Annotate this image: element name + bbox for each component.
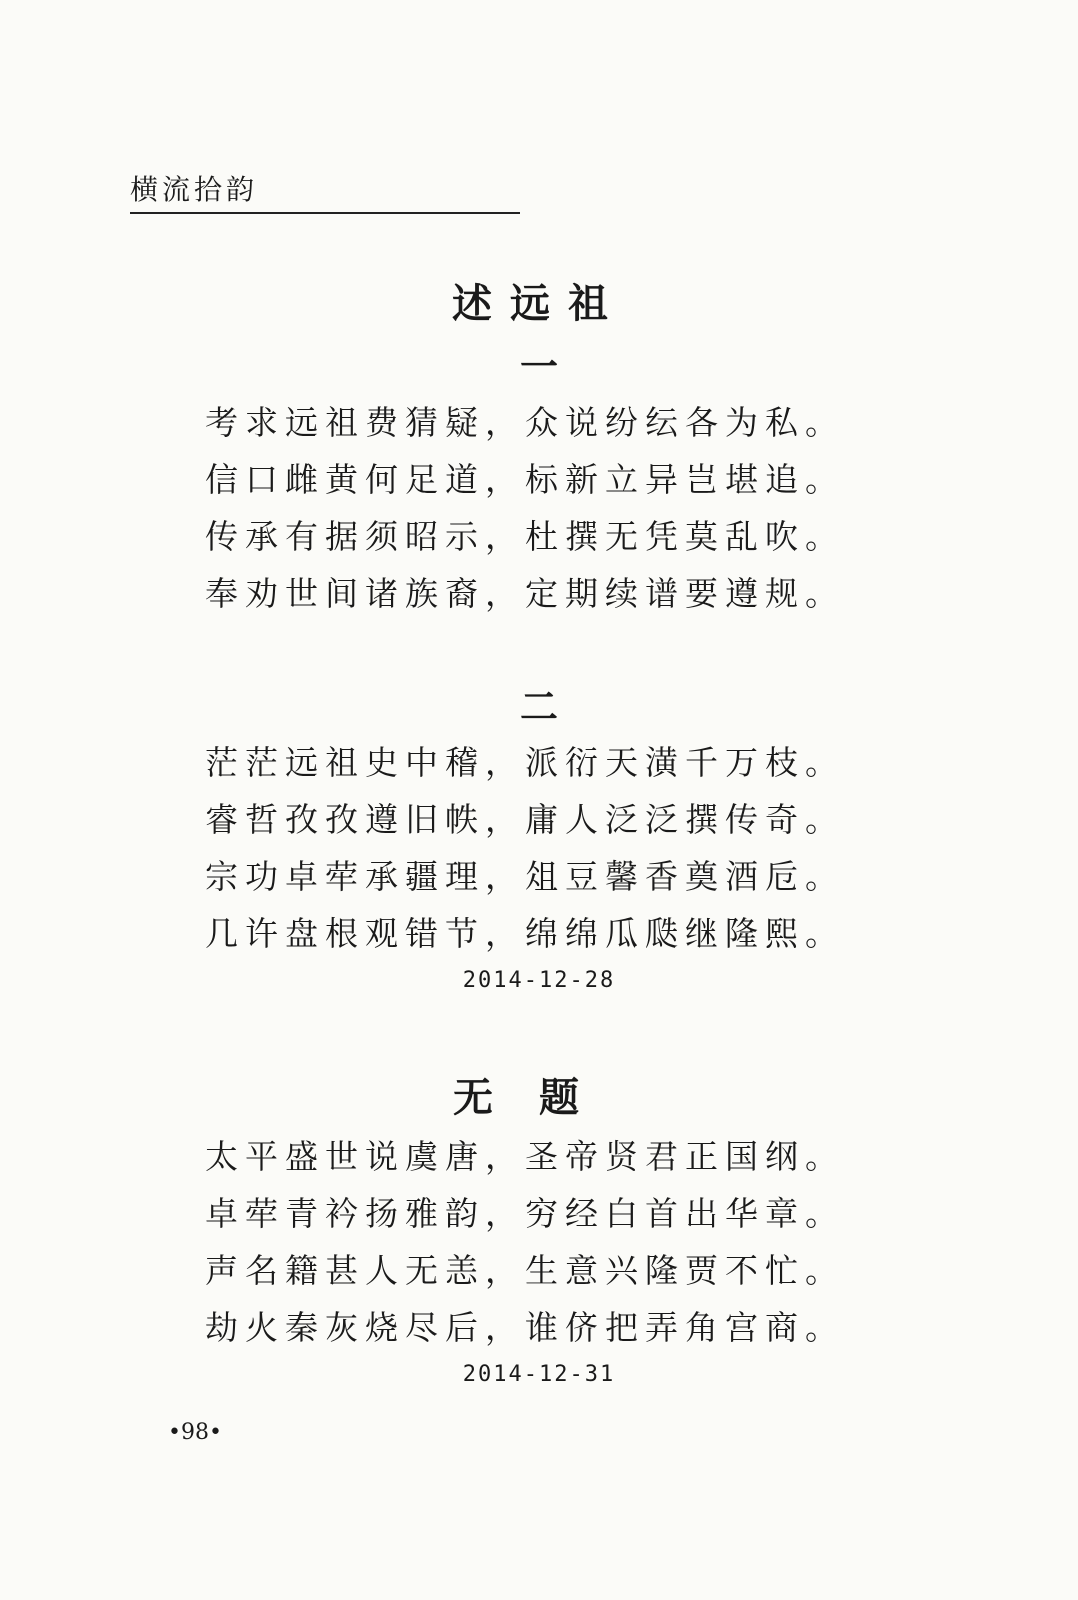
poem-line: 卓荦青衿扬雅韵，穷经白首出华章。 <box>205 1194 845 1233</box>
poem-line: 劫火秦灰烧尽后，谁侪把弄角宫商。 <box>205 1308 845 1347</box>
poem-line: 传承有据须昭示，杜撰无凭莫乱吹。 <box>205 517 845 556</box>
poem-stanza <box>205 394 885 622</box>
poem-line: 声名籍甚人无恙，生意兴隆贾不忙。 <box>205 1251 845 1290</box>
poem-stanza <box>205 1128 885 1356</box>
poem-line: 奉劝世间诸族裔，定期续谱要遵规。 <box>205 574 845 613</box>
poem-title: 无题 <box>453 1075 625 1121</box>
poem-line: 宗功卓荦承疆理，俎豆馨香奠酒卮。 <box>205 857 845 896</box>
poem-line: 几许盘根观错节，绵绵瓜瓞继隆熙。 <box>205 914 845 953</box>
poem-date: 2014-12-28 <box>462 968 616 993</box>
poem-line: 信口雌黄何足道，标新立异岂堪追。 <box>205 460 845 499</box>
page-number: •98• <box>168 1420 222 1445</box>
poem-date: 2014-12-31 <box>462 1362 616 1387</box>
poem-line: 考求远祖费猜疑，众说纷纭各为私。 <box>205 403 845 442</box>
poem-title: 述远祖 <box>452 281 626 327</box>
section-number: 一 <box>519 345 558 389</box>
poem-line: 太平盛世说虞唐，圣帝贤君正国纲。 <box>205 1137 845 1176</box>
poem-stanza <box>205 734 885 962</box>
running-header-title: 横流拾韵 <box>130 173 259 206</box>
poem-line: 睿哲孜孜遵旧帙，庸人泛泛撰传奇。 <box>205 800 845 839</box>
section-number: 二 <box>519 685 558 729</box>
poem-line: 茫茫远祖史中稽，派衍天潢千万枝。 <box>205 743 845 782</box>
running-header <box>130 168 520 214</box>
